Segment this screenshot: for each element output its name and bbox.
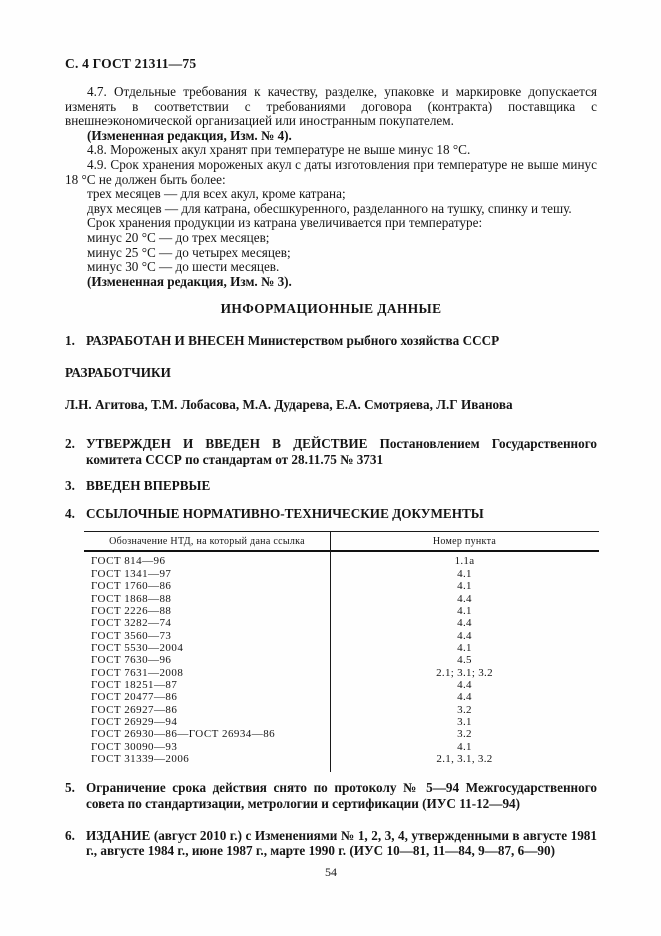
table-row (84, 704, 599, 716)
table-row (84, 593, 599, 605)
table-row (84, 605, 599, 617)
developers-names: Л.Н. Агитова, Т.М. Лобасова, М.А. Дударева, Е.А. Смотряева, Л.Г Иванова (65, 396, 513, 412)
table-body (84, 552, 599, 767)
punkt-cell: 4.1 (457, 580, 472, 593)
table-row (84, 580, 599, 592)
punkt-cell: 4.4 (457, 678, 472, 691)
section-4-clauses (65, 85, 597, 289)
punkt-cell: 3.1 (457, 715, 472, 728)
page-header: С. 4 ГОСТ 21311—75 (65, 56, 197, 71)
clause-4-9-term-two-months: двух месяцев — для катрана, обесшкуренного, разделанного на тушку, спинку и тешу. (87, 200, 572, 216)
punkt-cell: 4.1 (457, 641, 472, 654)
table-row (84, 555, 599, 567)
ntd-cell: ГОСТ 18251—87 (91, 678, 178, 691)
ntd-cell: ГОСТ 30090—93 (91, 740, 178, 753)
info-item-text: Ограничение срока действия снято по протоколу № 5—94 Межгосударственного совета по стандартизации, метрологии и сертификации (ИУС 11-12—94) (86, 780, 597, 811)
table-row (84, 642, 599, 654)
info-item-number: 6. (65, 827, 75, 843)
punkt-cell: 4.5 (457, 654, 472, 667)
info-item-number: 4. (65, 505, 75, 521)
info-item-text: ССЫЛОЧНЫЕ НОРМАТИВНО-ТЕХНИЧЕСКИЕ ДОКУМЕНТЫ (86, 505, 484, 521)
clause-4-8: 4.8. Мороженых акул хранят при температуре не выше минус 18 °С. (87, 142, 471, 158)
clause-4-7: 4.7. Отдельные требования к качеству, разделке, упаковке и маркировке допускается изменять в соответствии с требованиями договора (контракта) поставщика с внешнеэкономической организацией или иностранным покупателем. (65, 84, 597, 129)
info-item-text: ВВЕДЕН ВПЕРВЫЕ (86, 478, 211, 494)
ntd-cell: ГОСТ 7630—96 (91, 654, 172, 667)
table-row (84, 568, 599, 580)
info-item-5-validity-note (65, 780, 597, 811)
clause-4-9-minus-30: минус 30 °С — до шести месяцев. (87, 259, 280, 275)
table-row (84, 667, 599, 679)
clause-4-9-amendment-note: (Измененная редакция, Изм. № 3). (87, 273, 292, 289)
clause-4-9-term-three-months: трех месяцев — для всех акул, кроме катрана; (87, 186, 346, 202)
punkt-cell: 4.4 (457, 691, 472, 704)
ntd-cell: ГОСТ 1341—97 (91, 567, 172, 580)
punkt-cell: 4.1 (457, 604, 472, 617)
ntd-cell: ГОСТ 3282—74 (91, 617, 172, 630)
punkt-cell: 4.4 (457, 617, 472, 630)
clause-4-7-amendment-note: (Измененная редакция, Изм. № 4). (87, 127, 292, 143)
clause-4-9-minus-25: минус 25 °С — до четырех месяцев; (87, 244, 291, 260)
punkt-cell: 4.1 (457, 567, 472, 580)
table-row (84, 728, 599, 740)
ntd-cell: ГОСТ 7631—2008 (91, 666, 184, 679)
info-item-number: 2. (65, 436, 75, 452)
table-row (84, 654, 599, 666)
ntd-cell: ГОСТ 26930—86—ГОСТ 26934—86 (91, 728, 276, 741)
info-item-text: РАЗРАБОТАН И ВНЕСЕН Министерством рыбного хозяйства СССР (86, 333, 500, 349)
table-row (84, 679, 599, 691)
developers-heading: РАЗРАБОТЧИКИ (65, 364, 171, 380)
info-section-title: ИНФОРМАЦИОННЫЕ ДАННЫЕ (220, 301, 442, 317)
info-item-text: УТВЕРЖДЕН И ВВЕДЕН В ДЕЙСТВИЕ Постановлением Государственного комитета СССР по стандартам от 28.11.75 № 3731 (86, 436, 597, 467)
info-item-number: 3. (65, 478, 75, 494)
clause-4-9-minus-20: минус 20 °С — до трех месяцев; (87, 229, 270, 245)
ntd-cell: ГОСТ 1760—86 (91, 580, 172, 593)
table-row (84, 691, 599, 703)
punkt-cell: 3.2 (457, 728, 472, 741)
ntd-cell: ГОСТ 26929—94 (91, 715, 178, 728)
punkt-cell: 2.1; 3.1; 3.2 (436, 666, 493, 679)
punkt-cell: 1.1а (454, 555, 475, 568)
ntd-cell: ГОСТ 5530—2004 (91, 641, 184, 654)
table-row (84, 617, 599, 629)
punkt-cell: 4.1 (457, 740, 472, 753)
ntd-cell: ГОСТ 3560—73 (91, 629, 172, 642)
info-item-text: ИЗДАНИЕ (август 2010 г.) с Изменениями № 1, 2, 3, 4, утвержденными в августе 1981 г., августе 1984 г., июне 1987 г., марте 1990 г. (ИУС 10—81, 11—84, 9—87, 6—90) (86, 827, 597, 859)
table-header-row (84, 532, 599, 552)
table-row (84, 753, 599, 765)
ntd-column-header: Обозначение НТД, на который дана ссылка (109, 535, 305, 547)
clause-4-9: 4.9. Срок хранения мороженых акул с даты изготовления при температуре не выше минус 18 °С не должен быть более: (65, 156, 597, 187)
punkt-column-header: Номер пункта (432, 535, 497, 547)
ntd-cell: ГОСТ 2226—88 (91, 604, 172, 617)
ntd-cell: ГОСТ 26927—86 (91, 703, 178, 716)
info-item-2-approved-by (65, 436, 597, 467)
info-item-6-edition-note (65, 828, 597, 859)
reference-documents-table (84, 531, 599, 767)
table-row (84, 630, 599, 642)
ntd-cell: ГОСТ 31339—2006 (91, 752, 190, 765)
info-item-number: 5. (65, 780, 75, 796)
table-row (84, 741, 599, 753)
clause-4-9-katran-note: Срок хранения продукции из катрана увеличивается при температуре: (87, 215, 483, 231)
punkt-cell: 4.4 (457, 592, 472, 605)
table-row (84, 716, 599, 728)
punkt-cell: 2.1, 3.1, 3.2 (436, 752, 493, 765)
info-item-1-developed-by (65, 333, 597, 349)
page-number: 54 (325, 864, 337, 879)
info-item-4-reference-documents (65, 506, 597, 522)
punkt-cell: 4.4 (457, 629, 472, 642)
info-item-3-first-edition (65, 478, 597, 494)
punkt-cell: 3.2 (457, 703, 472, 716)
ntd-cell: ГОСТ 20477—86 (91, 691, 178, 704)
ntd-cell: ГОСТ 1868—88 (91, 592, 172, 605)
info-item-number: 1. (65, 333, 75, 349)
ntd-cell: ГОСТ 814—96 (91, 555, 166, 568)
